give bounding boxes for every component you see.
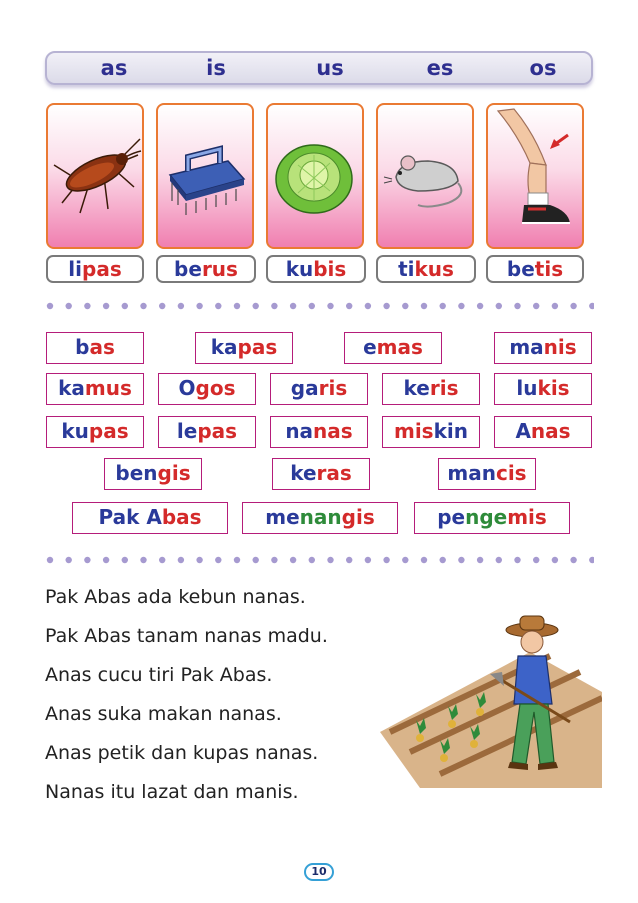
word-lepas: lepas [158,416,256,448]
divider-dot [552,303,558,309]
card-cockroach [46,103,144,249]
divider-dot [458,557,464,563]
syllable-us: us [316,56,344,80]
divider-dot [589,303,594,309]
word-mancis: mancis [438,458,536,490]
divider-dot [570,303,576,309]
divider-dot [402,303,408,309]
cockroach-icon [48,105,142,247]
brush-icon [158,105,252,247]
divider-dot [402,557,408,563]
divider-dot [253,303,259,309]
divider-dot [159,557,165,563]
divider-dot [122,303,128,309]
word-menangis: menangis [242,502,398,534]
divider-dot [271,557,277,563]
divider-dot [271,303,277,309]
divider-dot [514,557,520,563]
farmer-icon [380,612,602,788]
mouse-icon [378,105,472,247]
divider-dot [477,557,483,563]
reading-line: Pak Abas ada kebun nanas. [45,586,306,608]
reading-line: Anas petik dan kupas nanas. [45,742,319,764]
dotted-divider [46,556,594,564]
card-brush [156,103,254,249]
divider-dot [421,557,427,563]
word-lukis: lukis [494,373,592,405]
reading-line: Anas suka makan nanas. [45,703,282,725]
divider-dot [66,557,72,563]
divider-dot [290,557,296,563]
divider-dot [383,557,389,563]
syllable-as: as [100,56,128,80]
word-lipas: lipas [46,255,144,283]
word-garis: garis [270,373,368,405]
divider-dot [327,303,333,309]
divider-dot [533,303,539,309]
divider-dot [253,557,259,563]
divider-dot [103,303,109,309]
word-bengis: bengis [104,458,202,490]
divider-dot [234,303,240,309]
divider-dot [365,303,371,309]
divider-dot [122,557,128,563]
divider-dot [552,557,558,563]
divider-dot [496,303,502,309]
word-kamus: kamus [46,373,144,405]
divider-dot [346,303,352,309]
word-anas: Anas [494,416,592,448]
card-leg [486,103,584,249]
word-keris: keris [382,373,480,405]
divider-dot [570,557,576,563]
word-nanas: nanas [270,416,368,448]
page-number: 10 [304,863,334,881]
word-emas: emas [344,332,442,364]
syllable-es: es [426,56,454,80]
divider-dot [346,557,352,563]
divider-dot [196,557,202,563]
divider-dot [215,557,221,563]
reading-line: Pak Abas tanam nanas madu. [45,625,328,647]
divider-dot [159,303,165,309]
divider-dot [589,557,594,563]
divider-dot [47,557,53,563]
divider-dot [496,557,502,563]
divider-dot [477,303,483,309]
divider-dot [47,303,53,309]
divider-dot [84,303,90,309]
reading-line: Anas cucu tiri Pak Abas. [45,664,273,686]
cabbage-icon [268,105,362,247]
divider-dot [514,303,520,309]
leg-icon [488,105,582,247]
divider-dot [103,557,109,563]
syllable-bar [45,51,593,85]
divider-dot [66,303,72,309]
word-berus: berus [156,255,256,283]
syllable-is: is [206,56,226,80]
word-kapas: kapas [195,332,293,364]
divider-dot [178,303,184,309]
divider-dot [309,557,315,563]
divider-dot [458,303,464,309]
word-betis: betis [486,255,584,283]
divider-dot [140,557,146,563]
divider-dot [327,557,333,563]
divider-dot [215,303,221,309]
divider-dot [383,303,389,309]
divider-dot [421,303,427,309]
word-kupas: kupas [46,416,144,448]
word-pak-abas: Pak Abas [72,502,228,534]
divider-dot [440,303,446,309]
word-bas: bas [46,332,144,364]
word-miskin: miskin [382,416,480,448]
divider-dot [533,557,539,563]
dotted-divider [46,302,594,310]
divider-dot [234,557,240,563]
word-pengemis: pengemis [414,502,570,534]
card-mouse [376,103,474,249]
word-tikus: tikus [376,255,476,283]
divider-dot [309,303,315,309]
syllable-os: os [529,56,557,80]
divider-dot [290,303,296,309]
word-keras: keras [272,458,370,490]
word-kubis: kubis [266,255,366,283]
divider-dot [140,303,146,309]
divider-dot [196,303,202,309]
divider-dot [84,557,90,563]
divider-dot [365,557,371,563]
word-ogos: Ogos [158,373,256,405]
divider-dot [440,557,446,563]
divider-dot [178,557,184,563]
reading-line: Nanas itu lazat dan manis. [45,781,299,803]
card-cabbage [266,103,364,249]
word-manis: manis [494,332,592,364]
